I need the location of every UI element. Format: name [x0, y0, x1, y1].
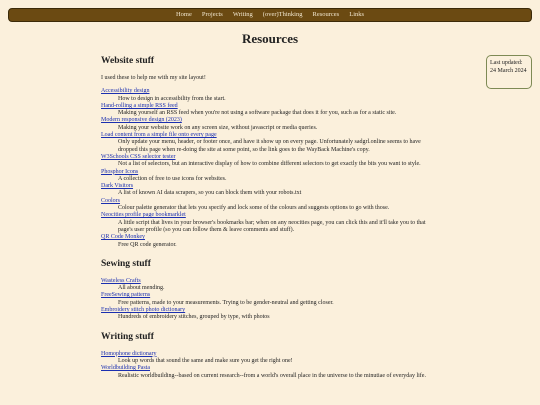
resource-link[interactable]: Coolors [101, 197, 121, 204]
resource-link[interactable]: QR Code Monkey [101, 234, 145, 241]
resource-description: All about mending. [118, 285, 165, 292]
nav-link-resources[interactable]: Resources [312, 11, 340, 18]
resource-item [101, 292, 441, 307]
section-heading: Website stuff [101, 56, 155, 66]
top-nav [8, 8, 532, 22]
resource-item [101, 212, 441, 234]
resource-description: A little script that lives in your browser's bookmarks bar; when on any neocities page, you can click this and it'll take you to that page's user profile (so you can follow them & leave comments and stuff). [118, 219, 426, 233]
resource-link[interactable]: Phosphor Icons [101, 168, 139, 175]
resource-description: A list of known AI data scrapers, so you can block them with your robots.txt [118, 190, 302, 197]
resource-description: Free QR code generator. [118, 241, 177, 248]
nav-link-home[interactable]: Home [175, 11, 192, 18]
resource-link[interactable]: Worldbuilding Pasta [101, 365, 151, 372]
resource-description: Only update your menu, header, or footer once, and have it show up on every page. Unfortunately sadgrl.online seems to have dropped this page when re-doing the site at some point, so the link goes to the WayBack Machine's copy. [118, 139, 421, 153]
nav-link-projects[interactable]: Projects [201, 11, 223, 18]
resource-item [101, 117, 441, 132]
last-updated-box [486, 55, 532, 89]
resource-description: A collection of free to use icons for websites. [118, 175, 227, 182]
resource-description: Free patterns, made to your measurements. Trying to be gender-neutral and getting closer. [118, 299, 334, 306]
resource-item [101, 365, 441, 380]
section-writing-stuff [101, 331, 441, 380]
last-updated-date: 24 March 2024 [490, 68, 527, 74]
resource-item [101, 198, 441, 213]
section-intro: I used these to help me with my site layout! [101, 75, 206, 81]
resource-description: Colour palette generator that lets you specify and lock some of the colours and suggests options to go with those. [118, 205, 390, 212]
section-heading: Sewing stuff [101, 258, 151, 269]
resource-description: Look up words that sound the same and make sure you get the right one! [118, 357, 293, 364]
resource-description: Hundreds of embroidery stitches, grouped by type, with photos [118, 314, 270, 321]
section-website-stuff [101, 55, 441, 249]
resource-item [101, 103, 441, 118]
resource-link[interactable]: Wasteless Crafts [101, 277, 141, 284]
resource-item [101, 351, 441, 366]
resource-item [101, 169, 441, 184]
resource-item [101, 234, 441, 249]
section-sewing-stuff [101, 258, 441, 322]
resource-item [101, 307, 441, 322]
resource-item [101, 278, 441, 293]
resource-description: Realistic worldbuilding--based on current research--from a world's overall place in the universe to the minutiae of everyday life. [118, 372, 426, 379]
resource-description: Making your website work on any screen size, without javascript or media queries. [118, 124, 318, 131]
resource-item [101, 88, 441, 103]
resource-link[interactable]: Modern responsive design (2023) [101, 117, 182, 124]
resource-link[interactable]: Hand-rolling a simple RSS feed [101, 102, 178, 109]
resource-link[interactable]: FreeSewing patterns [101, 292, 151, 299]
section-heading: Writing stuff [101, 331, 154, 342]
page-title: Resources [241, 31, 299, 46]
resource-link[interactable]: Homophone dictionary [101, 350, 157, 357]
nav-link-over-thinking[interactable]: (over)Thinking [262, 11, 303, 18]
resource-link[interactable]: Neocities profile page bookmarklet [101, 212, 186, 219]
resource-link[interactable]: Dark Visitors [101, 183, 134, 190]
resource-link[interactable]: Embroidery stitch photo dictionary [101, 307, 186, 314]
resource-link[interactable]: Accessibility design [101, 88, 150, 95]
nav-link-writing[interactable]: Writing [232, 11, 253, 18]
last-updated-label: Last updated: [490, 60, 523, 66]
resource-description: How to design in accessibility from the start. [118, 95, 226, 102]
resource-description: Not a list of selectors, but an interactive display of how to combine different selectors to get exactly the bits you want to style. [118, 161, 421, 168]
resource-item [101, 132, 441, 154]
resource-description: Making yourself an RSS feed when you're not using a software package that does it for you, such as for a static site. [118, 110, 397, 117]
resource-item [101, 154, 441, 169]
nav-link-links[interactable]: Links [349, 11, 365, 18]
resource-item [101, 183, 441, 198]
main-content [101, 55, 441, 389]
resource-link[interactable]: W3Schools CSS selector tester [101, 153, 176, 160]
resource-link[interactable]: Load content from a simple file onto every page [101, 132, 217, 139]
